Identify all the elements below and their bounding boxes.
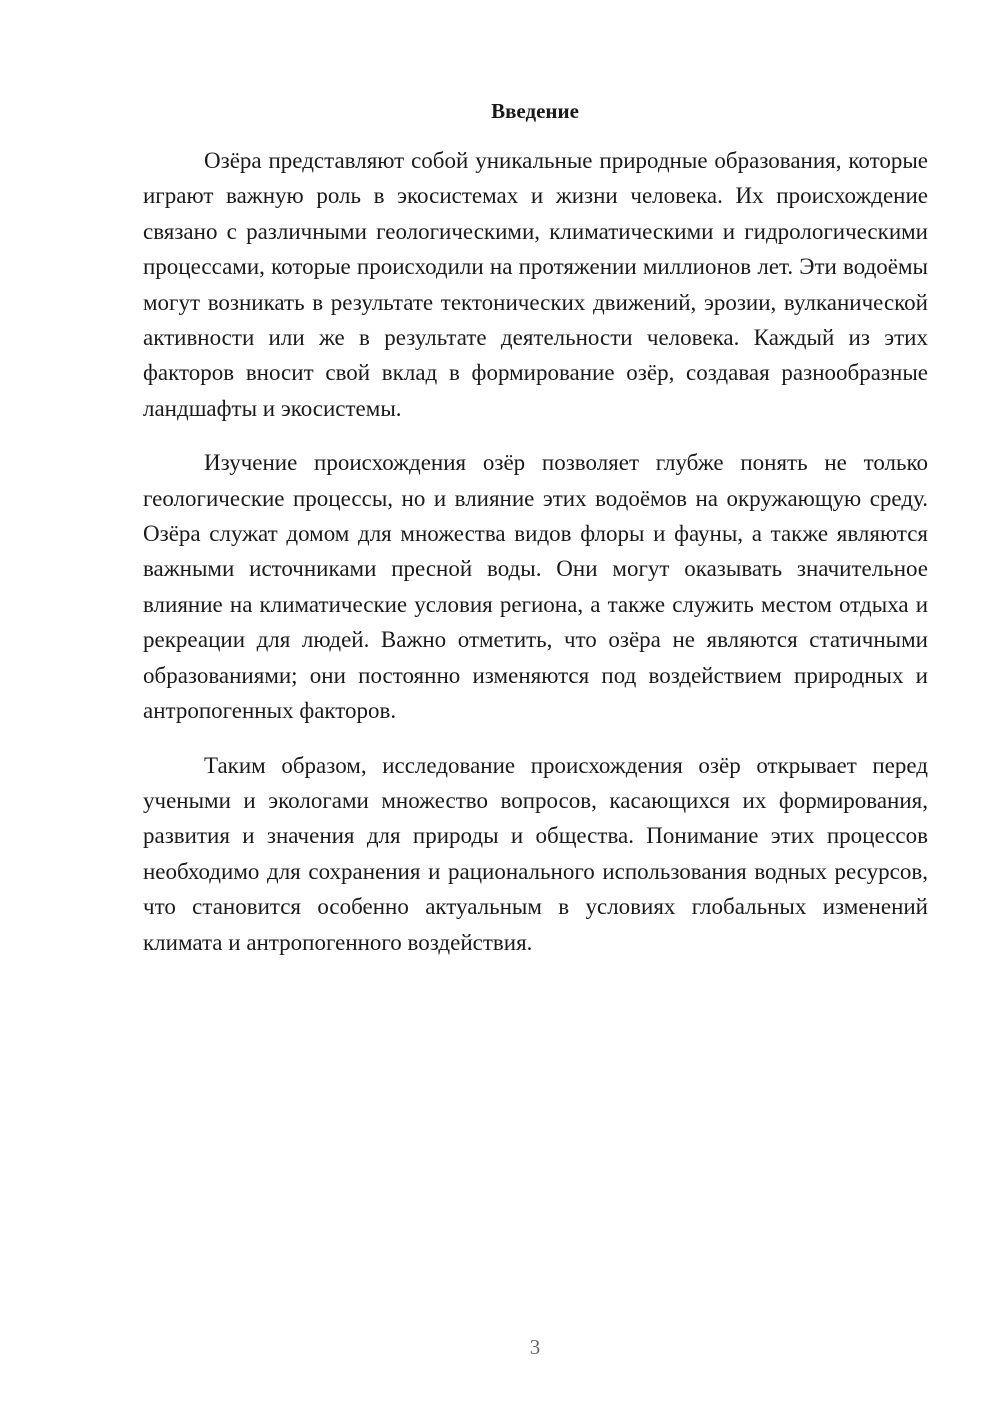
paragraph-1: Озёра представляют собой уникальные природные образования, которые играют важную роль в экосистемах и жизни человека. Их происхождение связано с различными геологическими, климатическими и гидрологическими процессами, которые происходили на протяжении миллионов лет. Эти водоёмы могут возникать в результате тектонических движений, эрозии, вулканической активности или же в результате деятельности человека. Каждый из этих факторов вносит свой вклад в формирование озёр, создавая разнообразные ландшафты и экосистемы.	[143, 148, 928, 421]
page-number: 3	[529, 1335, 541, 1359]
paragraph-3: Таким образом, исследование происхождения озёр открывает перед учеными и экологами множество вопросов, касающихся их формирования, развития и значения для природы и общества. Понимание этих процессов необходимо для сохранения и рационального использования водных ресурсов, что становится особенно актуальным в условиях глобальных изменений климата и антропогенного воздействия.	[143, 752, 928, 955]
section-title: Введение	[491, 99, 579, 123]
body-text	[143, 143, 928, 979]
paragraph-2: Изучение происхождения озёр позволяет глубже понять не только геологические процессы, но и влияние этих водоёмов на окружающую среду. Озёра служат домом для множества видов флоры и фауны, а также являются важными источниками пресной воды. Они могут оказывать значительное влияние на климатические условия региона, а также служить местом отдыха и рекреации для людей. Важно отметить, что озёра не являются статичными образованиями; они постоянно изменяются под воздействием природных и антропогенных факторов.	[143, 450, 928, 724]
